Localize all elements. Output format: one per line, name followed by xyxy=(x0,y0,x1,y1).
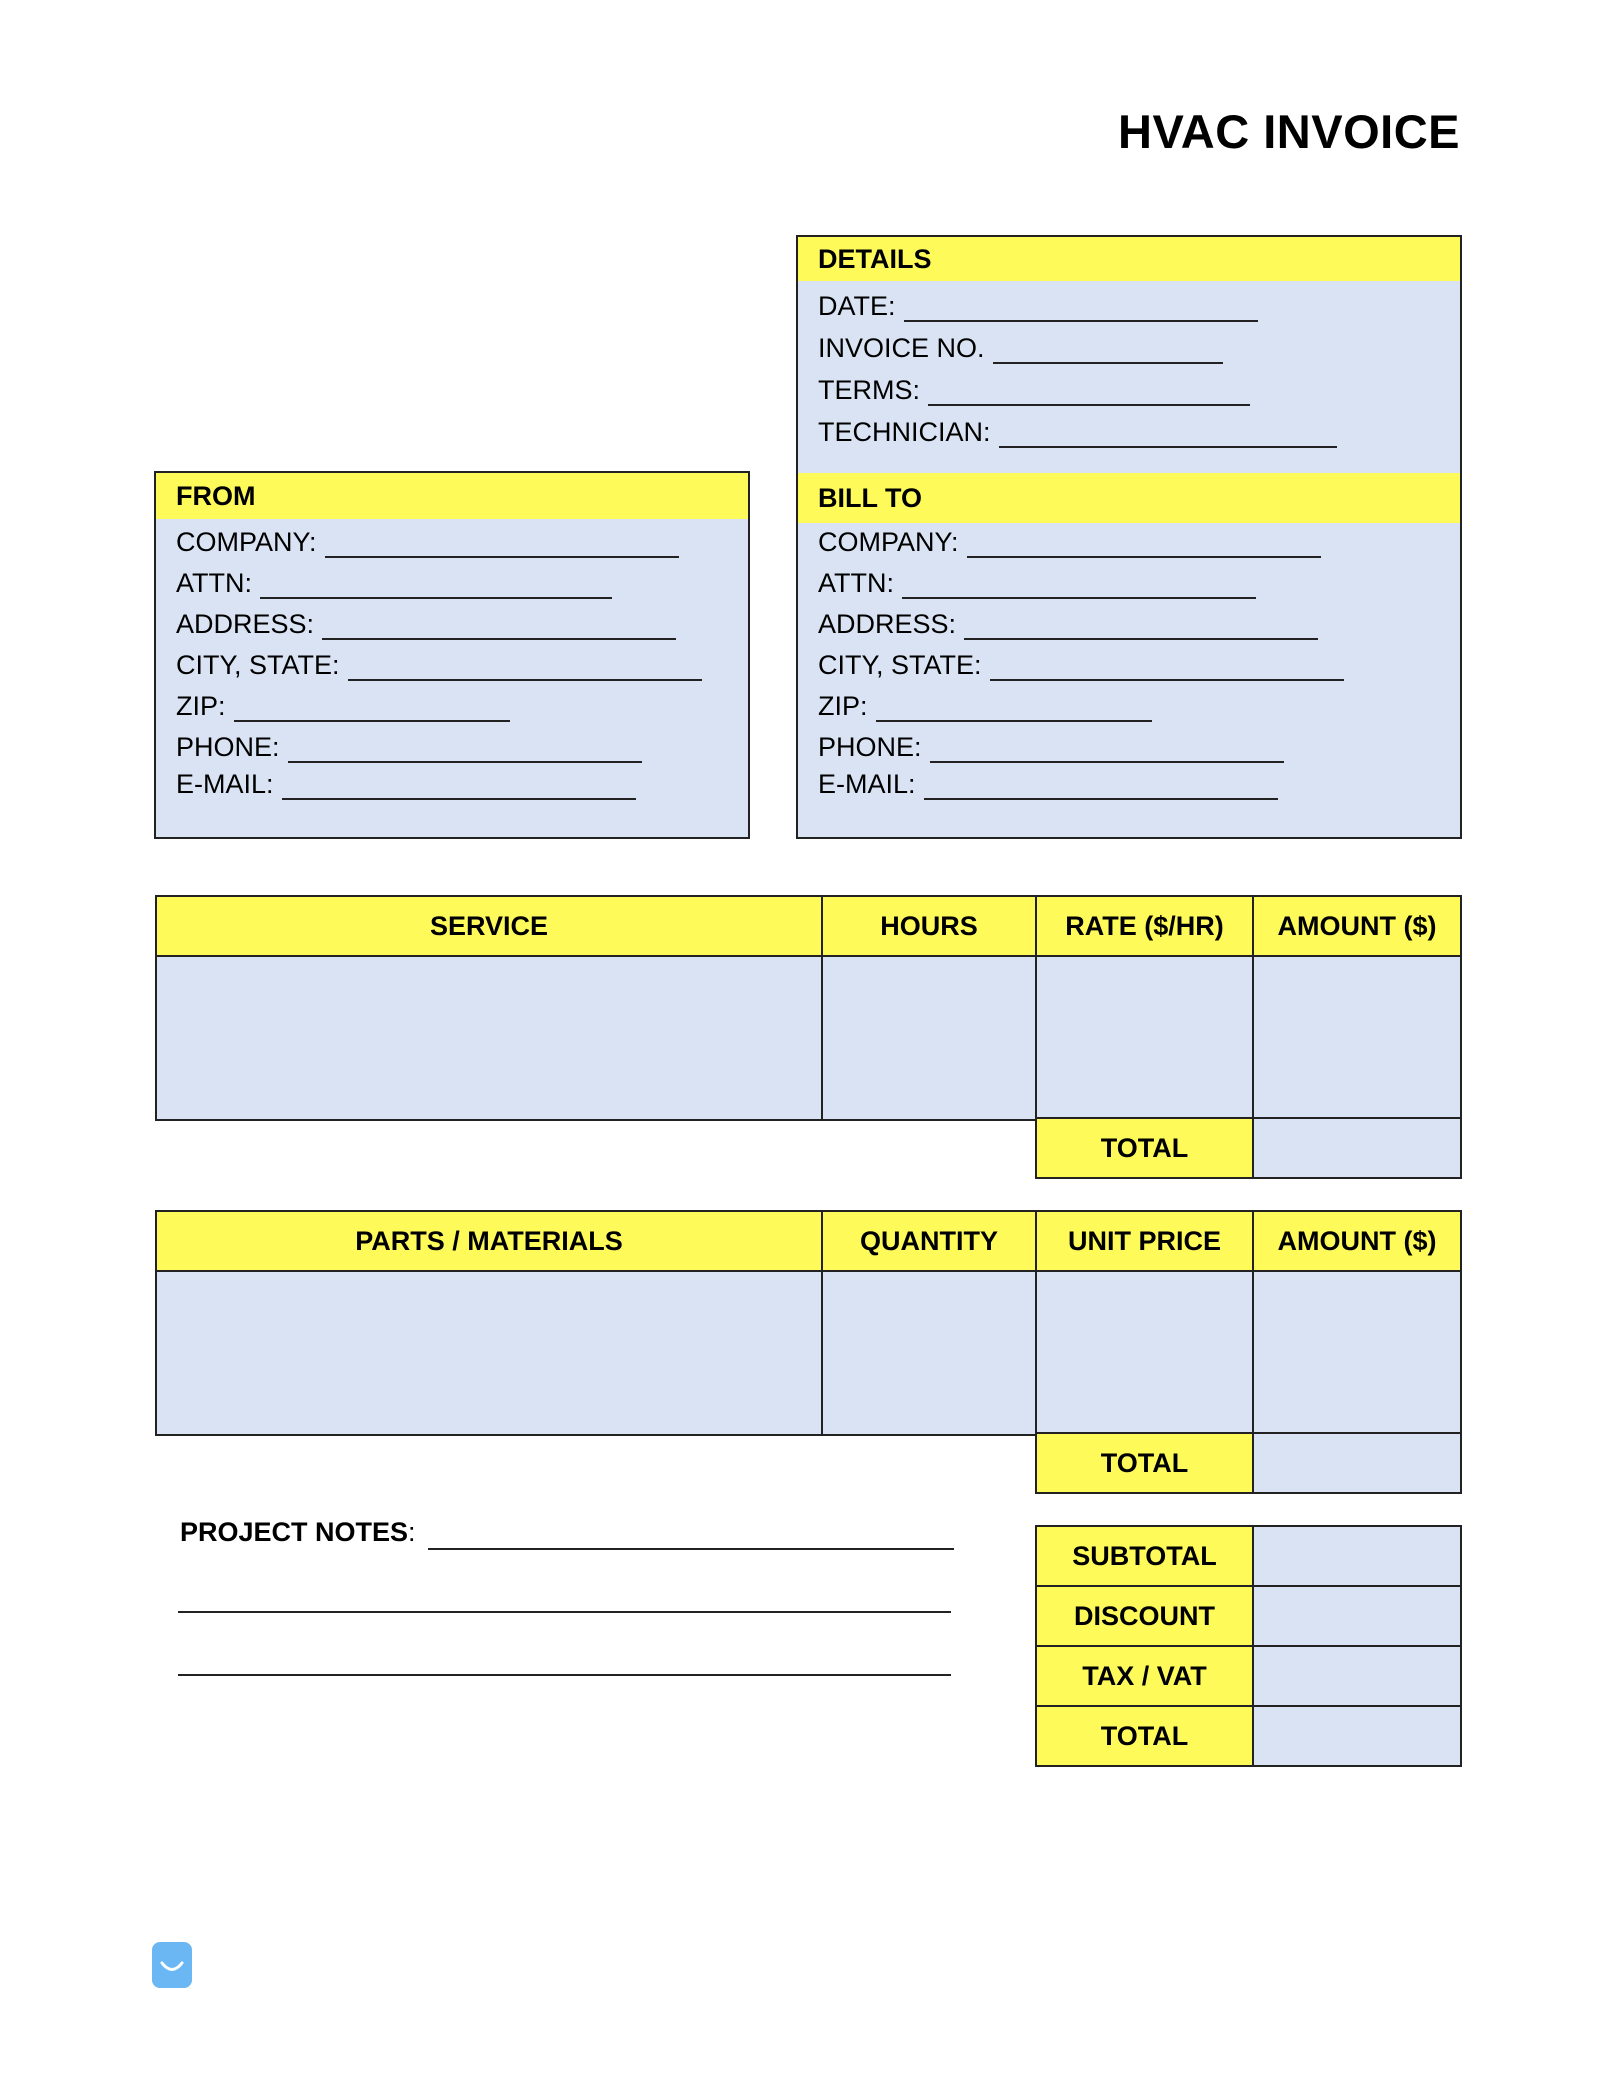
bill-to-header: BILL TO xyxy=(798,473,1460,523)
from-company-field[interactable]: COMPANY: xyxy=(176,527,679,558)
amount-cell[interactable] xyxy=(1253,956,1461,1120)
discount-label: DISCOUNT xyxy=(1036,1586,1253,1646)
discount-value[interactable] xyxy=(1253,1586,1461,1646)
discount-row xyxy=(1036,1586,1461,1646)
quantity-cell[interactable] xyxy=(822,1271,1036,1435)
service-total-table xyxy=(1035,1117,1462,1179)
smile-logo-icon xyxy=(152,1942,192,1988)
grand-total-row xyxy=(1036,1706,1461,1766)
project-notes-colon: : xyxy=(408,1517,416,1547)
parts-table xyxy=(155,1210,1462,1436)
service-body-row xyxy=(156,956,1461,1120)
from-email-field[interactable]: E-MAIL: xyxy=(176,769,636,800)
project-notes-text: PROJECT NOTES xyxy=(180,1517,409,1547)
tax-row xyxy=(1036,1646,1461,1706)
grand-total-value[interactable] xyxy=(1253,1706,1461,1766)
parts-header-row xyxy=(156,1211,1461,1271)
smile-curve-icon xyxy=(160,1960,184,1974)
notes-line-3[interactable] xyxy=(178,1674,951,1676)
from-zip-field[interactable]: ZIP: xyxy=(176,691,510,722)
unit-price-cell[interactable] xyxy=(1036,1271,1253,1435)
hours-col-header: HOURS xyxy=(822,896,1036,956)
from-attn-field[interactable]: ATTN: xyxy=(176,568,612,599)
parts-amount-cell[interactable] xyxy=(1253,1271,1461,1435)
bill-to-zip-field[interactable]: ZIP: xyxy=(818,691,1152,722)
parts-col-header: PARTS / MATERIALS xyxy=(156,1211,822,1271)
service-total-label: TOTAL xyxy=(1036,1118,1253,1178)
rate-col-header: RATE ($/HR) xyxy=(1036,896,1253,956)
bill-to-attn-field[interactable]: ATTN: xyxy=(818,568,1256,599)
parts-total-label: TOTAL xyxy=(1036,1433,1253,1493)
notes-line-1[interactable] xyxy=(428,1548,954,1550)
from-header: FROM xyxy=(156,473,748,519)
subtotal-value[interactable] xyxy=(1253,1526,1461,1586)
from-box xyxy=(154,471,750,839)
details-header: DETAILS xyxy=(798,237,1460,281)
subtotal-label: SUBTOTAL xyxy=(1036,1526,1253,1586)
details-technician-field[interactable]: TECHNICIAN: xyxy=(818,417,1337,448)
rate-cell[interactable] xyxy=(1036,956,1253,1120)
parts-total-value[interactable] xyxy=(1253,1433,1461,1493)
grand-total-label: TOTAL xyxy=(1036,1706,1253,1766)
service-cell[interactable] xyxy=(156,956,822,1120)
details-date-field[interactable]: DATE: xyxy=(818,291,1258,322)
details-invoice-no-field[interactable]: INVOICE NO. xyxy=(818,333,1223,364)
notes-line-2[interactable] xyxy=(178,1611,951,1613)
unit-price-col-header: UNIT PRICE xyxy=(1036,1211,1253,1271)
tax-value[interactable] xyxy=(1253,1646,1461,1706)
hours-cell[interactable] xyxy=(822,956,1036,1120)
details-billto-box xyxy=(796,235,1462,839)
tax-label: TAX / VAT xyxy=(1036,1646,1253,1706)
parts-total-table xyxy=(1035,1432,1462,1494)
service-total-value[interactable] xyxy=(1253,1118,1461,1178)
parts-body-row xyxy=(156,1271,1461,1435)
bill-to-company-field[interactable]: COMPANY: xyxy=(818,527,1321,558)
bill-to-city-state-field[interactable]: CITY, STATE: xyxy=(818,650,1344,681)
service-table xyxy=(155,895,1462,1121)
details-terms-field[interactable]: TERMS: xyxy=(818,375,1250,406)
amount-col-header: AMOUNT ($) xyxy=(1253,896,1461,956)
service-col-header: SERVICE xyxy=(156,896,822,956)
bill-to-address-field[interactable]: ADDRESS: xyxy=(818,609,1318,640)
page-title: HVAC INVOICE xyxy=(1118,105,1460,158)
from-city-state-field[interactable]: CITY, STATE: xyxy=(176,650,702,681)
quantity-col-header: QUANTITY xyxy=(822,1211,1036,1271)
bill-to-phone-field[interactable]: PHONE: xyxy=(818,732,1284,763)
summary-table xyxy=(1035,1525,1462,1767)
parts-amount-col-header: AMOUNT ($) xyxy=(1253,1211,1461,1271)
bill-to-email-field[interactable]: E-MAIL: xyxy=(818,769,1278,800)
subtotal-row xyxy=(1036,1526,1461,1586)
project-notes-label xyxy=(180,1517,416,1548)
parts-cell[interactable] xyxy=(156,1271,822,1435)
from-phone-field[interactable]: PHONE: xyxy=(176,732,642,763)
service-header-row xyxy=(156,896,1461,956)
from-address-field[interactable]: ADDRESS: xyxy=(176,609,676,640)
